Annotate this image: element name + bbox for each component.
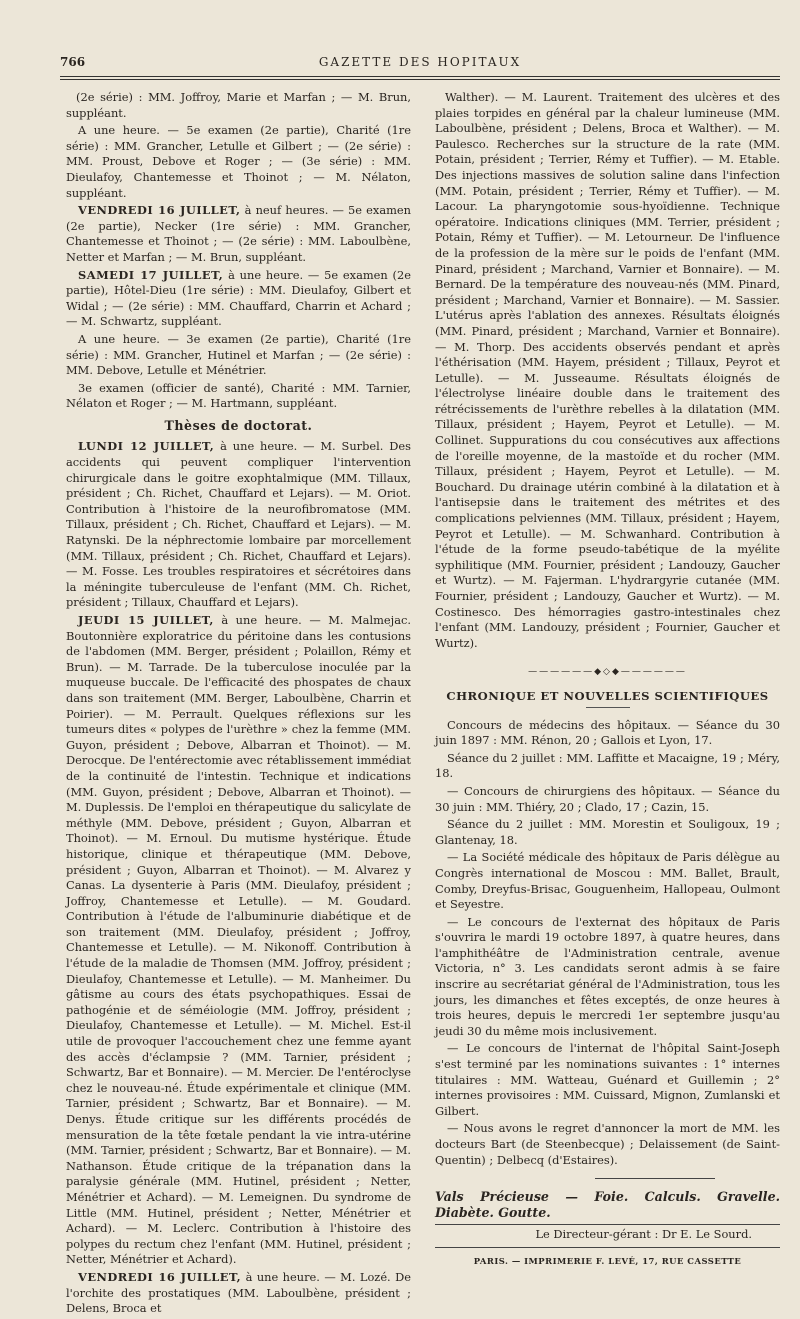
day-label: LUNDI 12 JUILLET, (78, 439, 215, 454)
news-paragraph: Concours de médecins des hôpitaux. — Séance du 30 juin 1897 : MM. Rénon, 20 ; Gallois et Lyon, 17. (435, 717, 780, 748)
section-ornament: ——————◆◇◆—————— (528, 667, 687, 678)
footer-rule (435, 1224, 780, 1225)
right-column (435, 90, 780, 1270)
left-column (66, 90, 411, 1319)
header-rule-second (60, 79, 780, 80)
news-paragraph: Séance du 2 juillet : MM. Morestin et Souligoux, 19 ; Glantenay, 18. (435, 817, 780, 847)
divider-rule (595, 1178, 715, 1179)
news-paragraph: — Nous avons le regret d'annoncer la mort de MM. les docteurs Bart (de Steenbecque) ; Delaissement (de Saint-Quentin) ; Delbecq (d'Estaires). (435, 1121, 780, 1167)
page-number: 766 (60, 55, 86, 69)
theses-paragraph: VENDREDI 16 JUILLET, à une heure. — M. Lozé. De l'orchite des prostatiques (MM. Laboulbène, président ; Delens, Broca et (66, 1269, 411, 1316)
theses-heading: Thèses de doctorat. (164, 417, 313, 433)
footer-rule-second (435, 1247, 780, 1248)
exam-paragraph: A une heure. — 3e examen (2e partie), Charité (1re série) : MM. Grancher, Hutinel et Marfan ; — (2e série) : MM. Debove, Letulle et Ménétrier. (66, 331, 411, 378)
director-signature: Le Directeur-gérant : Dr E. Le Sourd. (535, 1227, 752, 1242)
header-rule (60, 76, 780, 77)
news-paragraph: — Le concours de l'externat des hôpitaux de Paris s'ouvrira le mardi 19 octobre 1897, à quatre heures, dans l'amphithéâtre de l'Administration centrale, avenue Victoria, n° 3. Les candidats seront admis à se faire inscrire au secrétariat général de l'Administration, tous les jours, les dimanches et fêtes exceptés, de onze heures à trois heures, depuis le mercredi 1er septembre jusqu'au jeudi 30 du même mois inclusivement. (435, 914, 780, 1038)
chronique-heading: CHRONIQUE ET NOUVELLES SCIENTIFIQUES (446, 688, 769, 703)
exam-paragraph: (2e série) : MM. Joffroy, Marie et Marfan ; — M. Brun, suppléant. (66, 90, 411, 120)
exam-paragraph: VENDREDI 16 JUILLET, à neuf heures. — 5e examen (2e partie), Necker (1re série) : MM. Grancher, Chantemesse et Thoinot ; — (2e série) : MM. Laboulbène, Netter et Marfan ; — M. Brun, suppléant. (66, 203, 411, 264)
day-label: VENDREDI 16 JUILLET, (78, 1269, 242, 1284)
short-rule (586, 707, 630, 708)
exam-paragraph: 3e examen (officier de santé), Charité : MM. Tarnier, Nélaton et Roger ; — M. Hartmann, suppléant. (66, 380, 411, 411)
day-label: SAMEDI 17 JUILLET, (78, 267, 224, 282)
printer-imprint: PARIS. — IMPRIMERIE F. LEVÉ, 17, RUE CASSETTE (473, 1255, 742, 1266)
exam-paragraph: SAMEDI 17 JUILLET, à une heure. — 5e examen (2e partie), Hôtel-Dieu (1re série) : MM. Dieulafoy, Gilbert et Widal ; — (2e série) : MM. Chauffard, Charrin et Achard ; — M. Schwartz, suppléant. (66, 267, 411, 329)
journal-title: GAZETTE DES HOPITAUX (318, 55, 522, 69)
news-paragraph: — La Société médicale des hôpitaux de Paris délègue au Congrès international de Moscou : MM. Ballet, Brault, Comby, Dreyfus-Brisac, Gouguenheim, Hallopeau, Oulmont et Seyestre. (435, 850, 780, 912)
theses-paragraph: JEUDI 15 JUILLET, à une heure. — M. Malmejac. Boutonnière exploratrice du péritoine dans les contusions de l'abdomen (MM. Berger, président ; Polaillon, Rémy et Brun). — M. Tarrade. De la tuberculose inoculée par la muqueuse buccale. De l'efficacité des phospates de chaux dans son traitement (MM. Berger, Laboulbène, Charrin et Poirier). — M. Perrault. Quelques réflexions sur les tumeurs dites « polypes de l'urèthre » chez la femme (MM. Guyon, président ; Debove, Albarran et Thoinot). — M. Derocque. De l'entérectomie avec rétablissement immédiat de la continuité de l'intestin. Technique et indications (MM. Guyon, président ; Debove, Albarran et Thoinot). — M. Duplessis. De l'emploi en thérapeutique du salicylate de méthyle (MM. Debove, président ; Guyon, Albarran et Thoinot). — M. Ernoul. Du mutisme hystérique. Étude historique, clinique et thérapeutique (MM. Debove, président ; Guyon, Albarran et Thoinot). — M. Alvarez y Canas. La dysenterie à Paris (MM. Dieulafoy, président ; Joffroy, Chantemesse et Letulle). — M. Goudard. Contribution à l'étude de l'albuminurie diabétique et de son traitement (MM. Dieulafoy, président ; Joffroy, Chantemesse et Letulle). — M. Nikonoff. Contribution à l'étude de la maladie de Thomsen (MM. Joffroy, président ; Dieulafoy, Chantemesse et Letulle). — M. Manheimer. Du gâtisme au cours des états psychopathiques. Essai de pathogénie et de séméiologie (MM. Joffroy, président ; Dieulafoy, Chantemesse et Letulle). — M. Michel. Est-il utile de provoquer l'accouchement chez une femme ayant des accès d'éclampsie ? (MM. Tarnier, président ; Schwartz, Bar et Bonnaire). — M. Mercier. De l'entéroclyse chez le nouveau-né. Étude expérimentale et clinique (MM. Tarnier, président ; Schwartz, Bar et Bonnaire). — M. Denys. Étude critique sur les différents procédés de mensuration de la tête fœtale pendant la vie intra-utérine (MM. Tarnier, président ; Schwartz, Bar et Bonnaire). — M. Nathanson. Étude critique de la trépanation dans la paralysie générale (MM. Hutinel, président ; Netter, Ménétrier et Achard). — M. Lemeignen. Du syndrome de Little (MM. Hutinel, président ; Netter, Ménétrier et Achard). — M. Leclerc. Contribution à l'histoire des polypes du rectum chez l'enfant (MM. Hutinel, président ; Netter, Ménétrier et Achard). (66, 613, 411, 1267)
day-label: VENDREDI 16 JUILLET, (78, 203, 241, 218)
theses-paragraph: LUNDI 12 JUILLET, à une heure. — M. Surbel. Des accidents qui peuvent compliquer l'intervention chirurgicale dans le goitre exophtalmique (MM. Tillaux, président ; Ch. Richet, Chauffard et Lejars). — M. Oriot. Contribution à l'histoire de la neurofibromatose (MM. Tillaux, président ; Ch. Richet, Chauffard et Lejars). — M. Ratynski. De la néphrectomie lombaire par morcellement (MM. Tillaux, président ; Ch. Richet, Chauffard et Lejars). — M. Fosse. Les troubles respiratoires et sécrétoires dans la méningite tuberculeuse de l'enfant (MM. Ch. Richet, président ; Tillaux, Chauffard et Lejars). (66, 439, 411, 610)
news-paragraph: Séance du 2 juillet : MM. Laffitte et Macaigne, 19 ; Méry, 18. (435, 750, 780, 781)
advertisement: Vals Précieuse — Foie. Calculs. Gravelle. Diabète. Goutte. (435, 1189, 780, 1220)
theses-paragraph-continued: Walther). — M. Laurent. Traitement des ulcères et des plaies torpides en général par la chaleur lumineuse (MM. Laboulbène, président ; Delens, Broca et Walther). — M. Paulesco. Recherches sur la structure de la rate (MM. Potain, président ; Terrier, Rémy et Tuffier). — M. Etable. Des injections massives de solution saline dans l'infection (MM. Potain, président ; Terrier, Rémy et Tuffier). — M. Lacour. La pharyngotomie sous-hyoïdienne. Technique opératoire. Indications cliniques (MM. Terrier, président ; Potain, Rémy et Tuffier). — M. Letourneur. De l'influence de la profession de la mère sur le poids de l'enfant (MM. Pinard, président ; Marchand, Varnier et Bonnaire). — M. Bernard. De la température des nouveau-nés (MM. Pinard, président ; Marchand, Varnier et Bonnaire). — M. Sassier. L'utérus après l'ablation des annexes. Résultats éloignés (MM. Pinard, président ; Marchand, Varnier et Bonnaire). — M. Thorp. Des accidents observés pendant et après l'éthérisation (MM. Hayem, président ; Tillaux, Peyrot et Letulle). — M. Jusseaume. Résultats éloignés de l'électrolyse linéaire double dans le traitement des rétrécissements de l'urèthre rebelles à la dilatation (MM. Tillaux, président ; Hayem, Peyrot et Letulle). — M. Collinet. Suppurations du cou consécutives aux affections de l'oreille moyenne, de la mastoïde et du rocher (MM. Tillaux, président ; Hayem, Peyrot et Letulle). — M. Bouchard. Du drainage utérin combiné à la dilatation et à l'antisepsie dans le traitement des métrites et des complications pelviennes (MM. Tillaux, président ; Hayem, Peyrot et Letulle). — M. Schwanhard. Contribution à l'étude de la forme pseudo-tabétique de la myélite syphilitique (MM. Fournier, président ; Landouzy, Gaucher et Wurtz). — M. Fajerman. L'hydrargyrie cutanée (MM. Fournier, président ; Landouzy, Gaucher et Wurtz). — M. Costinesco. Des hémorragies gastro-intestinales chez l'enfant (MM. Landouzy, président ; Fournier, Gaucher et Wurtz). (435, 90, 780, 650)
day-label: JEUDI 15 JUILLET, (78, 613, 214, 627)
running-head (60, 55, 780, 73)
news-paragraph: — Concours de chirurgiens des hôpitaux. — Séance du 30 juin : MM. Thiéry, 20 ; Clado, 17 ; Cazin, 15. (435, 783, 780, 814)
news-paragraph: — Le concours de l'internat de l'hôpital Saint-Joseph s'est terminé par les nominations suivantes : 1° internes titulaires : MM. Watteau, Guénard et Guillemin ; 2° internes provisoires : MM. Cuissard, Mignon, Zumlanski et Gilbert. (435, 1041, 780, 1118)
exam-paragraph: A une heure. — 5e examen (2e partie), Charité (1re série) : MM. Grancher, Letulle et Gilbert ; — (2e série) : MM. Proust, Debove et Roger ; — (3e série) : MM. Dieulafoy, Chantemesse et Thoinot ; — M. Nélaton, suppléant. (66, 123, 411, 200)
